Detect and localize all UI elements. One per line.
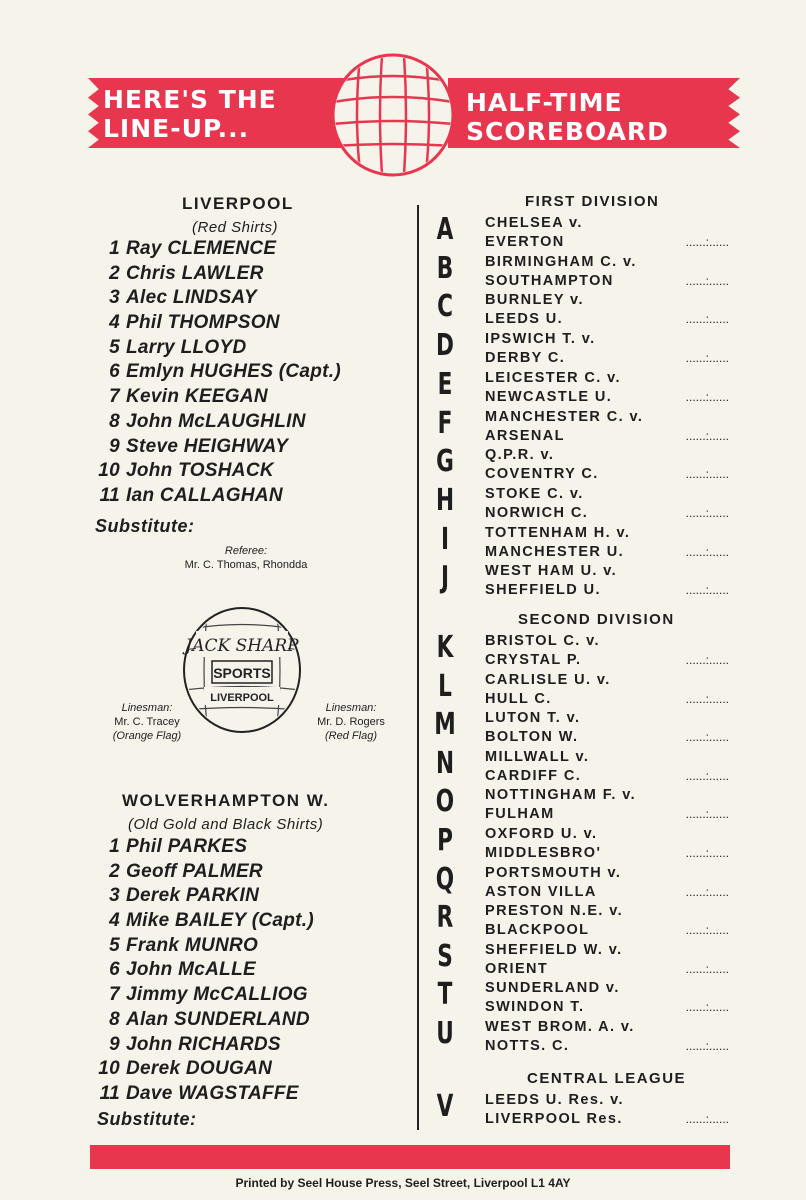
score-blank: ......:......	[685, 273, 729, 288]
fixture-away: SOUTHAMPTON	[485, 272, 614, 289]
away-player	[94, 909, 314, 934]
banner-right-line2: SCOREBOARD	[466, 117, 669, 146]
fixture-away: CARDIFF C.	[485, 767, 582, 784]
player-number: 6	[109, 361, 120, 383]
banner-left-line1: HERE'S THE	[103, 85, 277, 114]
fixture-home: WEST BROM. A. v.	[485, 1019, 635, 1035]
player-number: 2	[109, 262, 120, 284]
player-name: Derek PARKIN	[126, 885, 260, 907]
player-number: 7	[109, 984, 120, 1006]
fixture-away: SWINDON T.	[485, 999, 585, 1016]
match-letter: E	[437, 366, 453, 402]
fixture-home: SHEFFIELD W. v.	[485, 941, 623, 958]
home-player-list	[94, 237, 341, 509]
player-number: 3	[109, 287, 120, 309]
fixture	[485, 253, 735, 291]
fixture	[485, 979, 735, 1017]
fixture-home: IPSWICH T. v.	[485, 331, 596, 348]
fixture	[485, 786, 735, 824]
score-blank: ......:......	[685, 1039, 729, 1053]
fixture-away: CRYSTAL P.	[485, 652, 582, 668]
score-blank: ......:......	[685, 1000, 729, 1015]
home-player	[94, 360, 341, 385]
score-blank: ......:......	[685, 961, 729, 976]
home-player	[94, 484, 341, 509]
player-number: 8	[109, 1008, 120, 1030]
player-name: Phil PARKES	[126, 836, 248, 857]
player-name: Phil THOMPSON	[126, 312, 280, 334]
sponsor-line2: SPORTS	[213, 665, 271, 681]
match-letter: U	[436, 1016, 454, 1051]
fixture-away: BLACKPOOL	[485, 922, 590, 939]
footer-bar	[90, 1145, 730, 1169]
away-player	[94, 860, 314, 885]
home-team-shirts: (Red Shirts)	[192, 219, 279, 236]
fixture	[485, 671, 735, 709]
away-player	[94, 1008, 314, 1033]
fixture-home: BRISTOL C. v.	[485, 633, 600, 649]
linesman1-name: Mr. C. Tracey	[114, 716, 180, 728]
match-letter: B	[436, 250, 454, 286]
fixture-away: FULHAM	[485, 806, 555, 823]
fixture-home: PORTSMOUTH v.	[485, 864, 622, 881]
fixture	[485, 214, 735, 252]
fixture-home: NOTTINGHAM F. v.	[485, 787, 637, 804]
home-player	[94, 459, 341, 484]
player-number: 5	[109, 934, 120, 956]
fixture-home: LUTON T. v.	[485, 710, 581, 727]
home-player	[94, 336, 341, 361]
fixture-home: SUNDERLAND v.	[485, 980, 620, 997]
match-letter: G	[436, 444, 454, 480]
home-player	[94, 410, 341, 435]
away-player	[94, 958, 314, 983]
away-team-shirts: (Old Gold and Black Shirts)	[128, 816, 324, 833]
match-letter: M	[434, 707, 456, 743]
player-number: 3	[109, 885, 120, 907]
match-letter: Q	[435, 861, 455, 897]
score-blank: ......:......	[685, 428, 729, 443]
fixture-home: MILLWALL v.	[485, 748, 590, 765]
home-player	[94, 385, 341, 410]
fixture-away: NOTTS. C.	[485, 1038, 570, 1054]
fixture	[485, 291, 735, 329]
score-blank: ......:......	[685, 389, 729, 404]
player-number: 6	[109, 959, 120, 981]
column-divider	[417, 205, 419, 1130]
fixture	[485, 709, 735, 747]
fixture-home: Q.P.R. v.	[485, 447, 555, 464]
fixture	[485, 941, 735, 979]
player-name: John McALLE	[126, 959, 256, 981]
score-blank: ......:......	[685, 544, 729, 559]
fixture-home: OXFORD U. v.	[485, 826, 598, 842]
player-number: 1	[109, 836, 120, 857]
player-number: 4	[109, 910, 120, 932]
fixture-home: LEEDS U. Res. v.	[485, 1092, 624, 1108]
match-letter: S	[437, 938, 453, 974]
away-player	[94, 983, 314, 1008]
score-blank: ......:......	[685, 351, 729, 366]
match-letter: V	[436, 1089, 454, 1124]
player-name: John TOSHACK	[126, 460, 274, 482]
banner-title-left	[103, 85, 277, 143]
fixture-away: SHEFFIELD U.	[485, 582, 601, 599]
fixture-home: WEST HAM U. v.	[485, 563, 618, 580]
fixture-away: BOLTON W.	[485, 729, 579, 746]
football-icon	[330, 52, 456, 178]
home-substitute-label: Substitute:	[95, 516, 195, 536]
banner-title-right	[466, 88, 669, 146]
match-letter: K	[436, 630, 454, 665]
away-player	[94, 1033, 314, 1058]
fixture-home: BIRMINGHAM C. v.	[485, 253, 637, 270]
fixture	[485, 864, 735, 902]
fixture-home: MANCHESTER C. v.	[485, 408, 644, 425]
player-number: 11	[99, 484, 120, 506]
away-substitute-label: Substitute:	[97, 1109, 197, 1129]
player-number: 1	[109, 238, 120, 259]
away-player-list	[94, 835, 314, 1107]
fixture	[485, 902, 735, 940]
score-blank: ......:......	[685, 235, 729, 249]
score-blank: ......:......	[685, 1112, 729, 1126]
player-name: John RICHARDS	[126, 1033, 281, 1055]
away-player	[94, 1082, 314, 1107]
player-name: Kevin KEEGAN	[126, 386, 268, 408]
player-name: Mike BAILEY (Capt.)	[126, 910, 314, 932]
score-blank: ......:......	[685, 807, 729, 822]
match-letter: I	[440, 521, 450, 557]
match-letter: J	[440, 560, 450, 596]
fixture	[485, 369, 735, 407]
fixture-away: MANCHESTER U.	[485, 543, 625, 560]
fixture	[485, 485, 735, 523]
player-name: Derek DOUGAN	[126, 1058, 273, 1080]
player-name: Frank MUNRO	[126, 934, 259, 956]
player-name: Dave WAGSTAFFE	[126, 1082, 299, 1104]
home-team-name: LIVERPOOL	[182, 194, 294, 213]
fixture-home: CARLISLE U. v.	[485, 671, 611, 688]
central-league-title: CENTRAL LEAGUE	[527, 1070, 687, 1087]
score-blank: ......:......	[685, 923, 729, 938]
fixture-away: LEEDS U.	[485, 311, 564, 328]
player-number: 8	[109, 410, 120, 432]
fixture	[485, 408, 735, 446]
fixture	[485, 825, 735, 863]
player-name: Steve HEIGHWAY	[126, 435, 289, 457]
fixture-home: CHELSEA v.	[485, 215, 583, 231]
fixture-away: MIDDLESBRO'	[485, 845, 602, 861]
referee-label: Referee:	[224, 545, 268, 557]
match-letter: H	[435, 482, 455, 518]
fixture-away: COVENTRY C.	[485, 466, 599, 483]
player-number: 11	[99, 1082, 120, 1104]
fixture-away: LIVERPOOL Res.	[485, 1111, 623, 1127]
player-name: Larry LLOYD	[126, 336, 247, 358]
linesman2-flag: (Red Flag)	[325, 730, 377, 742]
score-blank: ......:......	[685, 467, 729, 482]
player-name: John McLAUGHLIN	[126, 410, 306, 432]
second-division-title: SECOND DIVISION	[518, 611, 675, 628]
player-number: 10	[98, 460, 120, 482]
score-blank: ......:......	[685, 884, 729, 899]
score-blank: ......:......	[685, 768, 729, 783]
fixture	[485, 632, 735, 670]
player-number: 10	[98, 1058, 120, 1080]
player-number: 7	[109, 386, 120, 408]
score-blank: ......:......	[685, 312, 729, 327]
player-number: 9	[109, 435, 120, 457]
linesman2-label: Linesman:	[325, 702, 377, 714]
fixture	[485, 524, 735, 562]
match-letter: C	[437, 289, 453, 325]
first-division-title: FIRST DIVISION	[525, 193, 660, 210]
match-letter: N	[435, 745, 455, 781]
fixture	[485, 748, 735, 786]
fixture-home: STOKE C. v.	[485, 485, 584, 502]
fixture-away: ASTON VILLA	[485, 883, 597, 900]
fixture	[485, 1018, 735, 1056]
home-player	[94, 237, 341, 262]
home-player	[94, 311, 341, 336]
away-player	[94, 934, 314, 959]
fixture-home: BURNLEY v.	[485, 292, 584, 309]
linesman1-label: Linesman:	[121, 702, 173, 714]
player-name: Jimmy McCALLIOG	[126, 984, 308, 1006]
score-blank: ......:......	[685, 691, 729, 706]
fixture-home: PRESTON N.E. v.	[485, 903, 624, 920]
fixture	[485, 446, 735, 484]
sponsor-line1: JACK SHARP	[185, 636, 299, 656]
linesman2-name: Mr. D. Rogers	[317, 716, 385, 728]
fixture	[485, 562, 735, 600]
banner-right-line1: HALF-TIME	[466, 88, 623, 117]
away-team-name: WOLVERHAMPTON W.	[122, 791, 330, 810]
home-player	[94, 286, 341, 311]
score-blank: ......:......	[685, 505, 729, 520]
away-player	[94, 835, 314, 860]
match-letter: F	[437, 405, 453, 441]
home-player	[94, 262, 341, 287]
score-blank: ......:......	[685, 730, 729, 745]
fixture-away: EVERTON	[485, 234, 565, 250]
match-letter: T	[437, 977, 453, 1013]
sponsor-line3: LIVERPOOL	[210, 692, 274, 704]
player-number: 9	[109, 1033, 120, 1055]
match-letter: O	[435, 784, 455, 820]
score-blank: ......:......	[685, 653, 729, 667]
match-letter: L	[438, 668, 452, 704]
player-number: 4	[109, 312, 120, 334]
printer-credit: Printed by Seel House Press, Seel Street, Liverpool L1 4AY	[235, 1176, 571, 1190]
player-name: Ian CALLAGHAN	[126, 484, 283, 506]
linesman2-block	[296, 701, 406, 743]
player-name: Chris LAWLER	[126, 262, 264, 284]
away-player	[94, 884, 314, 909]
fixture-away: ARSENAL	[485, 427, 565, 444]
fixture-away: ORIENT	[485, 960, 549, 977]
away-player	[94, 1057, 314, 1082]
home-player	[94, 435, 341, 460]
fixture-away: NORWICH C.	[485, 504, 589, 521]
referee-name: Mr. C. Thomas, Rhondda	[184, 559, 308, 571]
player-name: Geoff PALMER	[126, 860, 263, 882]
fixture	[485, 1091, 735, 1129]
fixture-home: LEICESTER C. v.	[485, 369, 621, 386]
fixture-home: TOTTENHAM H. v.	[485, 524, 631, 541]
linesman1-flag: (Orange Flag)	[112, 730, 182, 742]
match-letter: R	[436, 900, 454, 936]
player-number: 2	[109, 860, 120, 882]
banner-left-line2: LINE-UP...	[103, 114, 250, 143]
match-letter: A	[436, 212, 454, 247]
linesman1-block	[92, 701, 202, 743]
match-letter: P	[437, 823, 453, 858]
fixture-away: DERBY C.	[485, 350, 566, 367]
match-letter: D	[436, 328, 454, 364]
player-name: Alan SUNDERLAND	[126, 1008, 310, 1030]
player-name: Alec LINDSAY	[126, 287, 257, 309]
fixture-away: NEWCASTLE U.	[485, 388, 613, 405]
fixture	[485, 330, 735, 368]
score-blank: ......:......	[685, 846, 729, 860]
fixture-away: HULL C.	[485, 690, 552, 707]
player-number: 5	[109, 336, 120, 358]
referee-block	[166, 544, 326, 572]
player-name: Ray CLEMENCE	[126, 238, 277, 259]
score-blank: ......:......	[685, 583, 729, 598]
player-name: Emlyn HUGHES (Capt.)	[126, 361, 342, 383]
